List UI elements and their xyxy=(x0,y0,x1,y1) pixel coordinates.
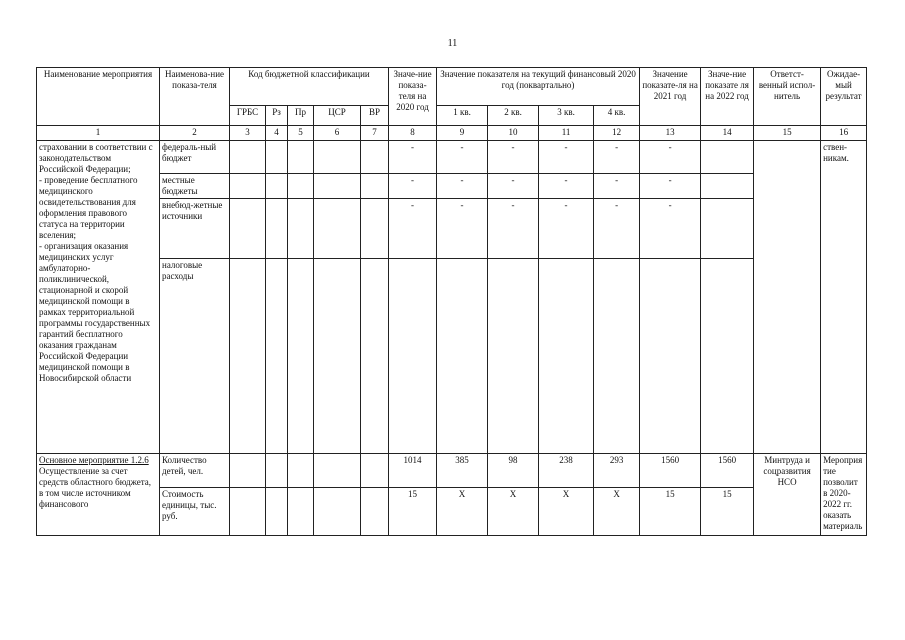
indicator-name: налоговые расходы xyxy=(160,259,230,454)
value-q1: 385 xyxy=(437,454,488,488)
value-2020: - xyxy=(389,174,437,199)
table-row xyxy=(37,174,867,199)
value-q2 xyxy=(488,259,539,454)
value-2020: - xyxy=(389,141,437,174)
value-2021 xyxy=(640,259,701,454)
header-value-2021: Значение показате-ля на 2021 год xyxy=(640,68,701,126)
header-expected-result: Ожидае-мый результат xyxy=(821,68,867,126)
column-number: 7 xyxy=(361,126,389,141)
value-q1: - xyxy=(437,141,488,174)
value-2022: 1560 xyxy=(701,454,754,488)
column-number: 5 xyxy=(288,126,314,141)
value-q4: - xyxy=(594,174,640,199)
value-q2: - xyxy=(488,174,539,199)
header-q4: 4 кв. xyxy=(594,106,640,126)
indicator-name: Количество детей, чел. xyxy=(160,454,230,488)
header-vr: ВР xyxy=(361,106,389,126)
value-q1 xyxy=(437,259,488,454)
column-number: 4 xyxy=(266,126,288,141)
table-row xyxy=(37,199,867,259)
header-q3: 3 кв. xyxy=(539,106,594,126)
header-budget-code: Код бюджетной классификации xyxy=(230,68,389,106)
value-q2: X xyxy=(488,488,539,536)
event-cell xyxy=(37,454,160,536)
table-row xyxy=(37,454,867,488)
value-2020: 1014 xyxy=(389,454,437,488)
event-title: Основное мероприятие 1.2.6 xyxy=(39,455,149,465)
value-q4 xyxy=(594,259,640,454)
column-number-row xyxy=(37,126,867,141)
indicator-name: внебюд-жетные источники xyxy=(160,199,230,259)
indicator-name: Стоимость единицы, тыс. руб. xyxy=(160,488,230,536)
executor: Минтруда и соцразвития НСО xyxy=(754,454,821,536)
value-q3: - xyxy=(539,174,594,199)
value-q2: - xyxy=(488,199,539,259)
column-number: 15 xyxy=(754,126,821,141)
expected-result: Мероприя тие позволит в 2020-2022 гг. оказать материаль xyxy=(821,454,867,536)
value-2020 xyxy=(389,259,437,454)
indicator-name: федераль-ный бюджет xyxy=(160,141,230,174)
value-q3: X xyxy=(539,488,594,536)
column-number: 3 xyxy=(230,126,266,141)
header-value-2020: Значе-ние показа-теля на 2020 год xyxy=(389,68,437,126)
header-current-year: Значение показателя на текущий финансовый 2020 год (поквартально) xyxy=(437,68,640,106)
value-q3: - xyxy=(539,199,594,259)
header-grbs: ГРБС xyxy=(230,106,266,126)
column-number: 12 xyxy=(594,126,640,141)
value-2022 xyxy=(701,174,754,199)
value-2022 xyxy=(701,141,754,174)
table-row xyxy=(37,141,867,174)
column-number: 2 xyxy=(160,126,230,141)
value-2022 xyxy=(701,199,754,259)
header-executor: Ответст-венный испол-нитель xyxy=(754,68,821,126)
column-number: 16 xyxy=(821,126,867,141)
column-number: 10 xyxy=(488,126,539,141)
column-number: 13 xyxy=(640,126,701,141)
header-rz: Рз xyxy=(266,106,288,126)
column-number: 11 xyxy=(539,126,594,141)
header-event-name: Наименование мероприятия xyxy=(37,68,160,126)
value-2021: 1560 xyxy=(640,454,701,488)
value-q4: - xyxy=(594,141,640,174)
header-csr: ЦСР xyxy=(314,106,361,126)
indicator-name: местные бюджеты xyxy=(160,174,230,199)
header-value-2022: Значе-ние показате ля на 2022 год xyxy=(701,68,754,126)
executor-cell xyxy=(754,141,821,454)
header-row xyxy=(37,68,867,106)
value-q1: - xyxy=(437,199,488,259)
value-2022 xyxy=(701,259,754,454)
column-number: 9 xyxy=(437,126,488,141)
value-q4: - xyxy=(594,199,640,259)
value-2021: - xyxy=(640,141,701,174)
value-2022: 15 xyxy=(701,488,754,536)
header-q2: 2 кв. xyxy=(488,106,539,126)
header-pr: Пр xyxy=(288,106,314,126)
value-q1: - xyxy=(437,174,488,199)
value-q2: 98 xyxy=(488,454,539,488)
value-q4: 293 xyxy=(594,454,640,488)
page-number: 11 xyxy=(447,38,458,49)
value-2021: - xyxy=(640,174,701,199)
value-q4: X xyxy=(594,488,640,536)
value-q3: - xyxy=(539,141,594,174)
expected-result: ствен-никам. xyxy=(821,141,867,454)
program-table xyxy=(36,67,867,536)
value-q3 xyxy=(539,259,594,454)
value-2021: 15 xyxy=(640,488,701,536)
value-2020: 15 xyxy=(389,488,437,536)
header-q1: 1 кв. xyxy=(437,106,488,126)
table-row xyxy=(37,259,867,454)
column-number: 1 xyxy=(37,126,160,141)
event-description: Осуществление за счет средств областного бюджета, в том числе источником финансового xyxy=(39,466,151,509)
value-2020: - xyxy=(389,199,437,259)
column-number: 8 xyxy=(389,126,437,141)
value-q1: X xyxy=(437,488,488,536)
column-number: 6 xyxy=(314,126,361,141)
header-indicator-name: Наименова-ние показа-теля xyxy=(160,68,230,126)
value-q2: - xyxy=(488,141,539,174)
value-2021: - xyxy=(640,199,701,259)
value-q3: 238 xyxy=(539,454,594,488)
column-number: 14 xyxy=(701,126,754,141)
table-row xyxy=(37,488,867,536)
event-description: страховании в соответствии с законодательством Российской Федерации; - проведение бесплатного медицинского освидетельствования для оформления правового статуса на территории вселения; - организация оказания медицинских услуг амбулаторно-поликлинической, стационарной и скорой медицинской помощи в рамках территориальной программы государственных гарантий бесплатного оказания гражданам Российской Федерации медицинской помощи в Новосибирской области xyxy=(37,141,160,454)
